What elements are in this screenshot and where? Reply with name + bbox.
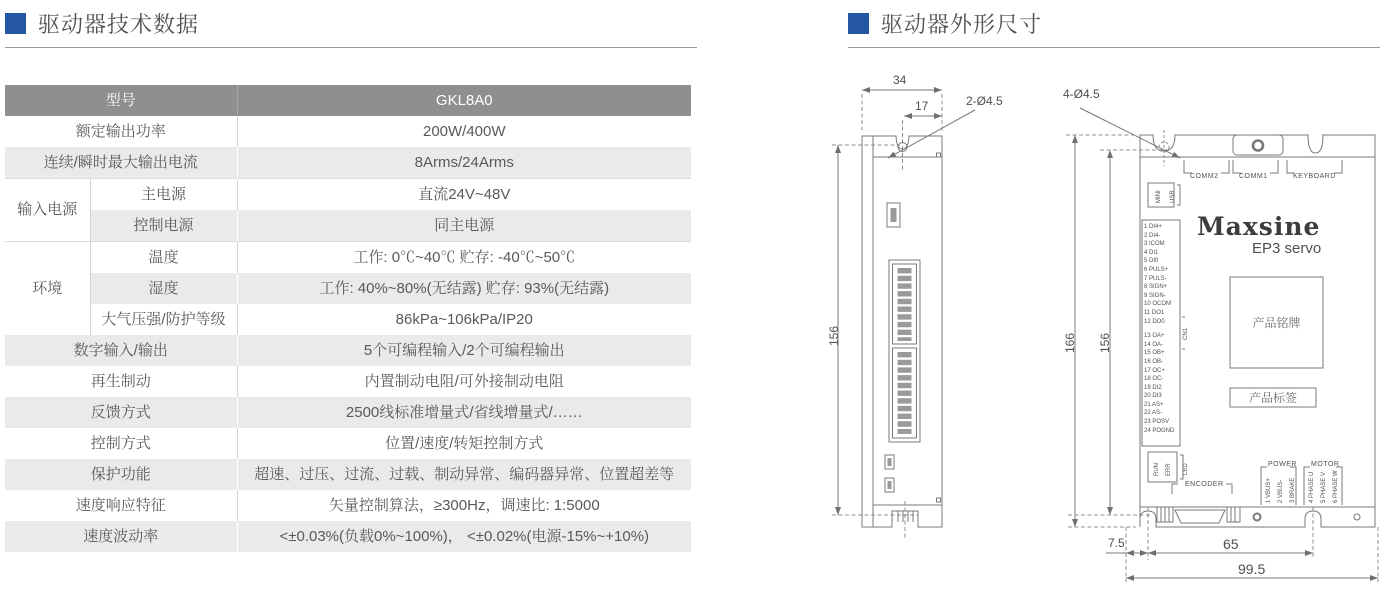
group-label: 输入电源 <box>5 179 90 242</box>
row-label: 大气压强/防护等级 <box>90 304 237 335</box>
row-label: 再生制动 <box>5 366 237 397</box>
row-value: 86kPa~106kPa/IP20 <box>395 310 533 328</box>
dim-front-height-mount: 156 <box>1098 332 1112 353</box>
row-value: 矢量控制算法，≥300Hz，调速比: 1:5000 <box>328 496 600 514</box>
cn1-pin: 20 DI3 <box>1144 393 1162 400</box>
row-value: 直流24V~48V <box>237 179 691 211</box>
power-pin-label: 2 VBUS- <box>1278 479 1284 503</box>
cn1-pin: 3 ICOM <box>1144 241 1165 248</box>
dim-side-notch: 17 <box>915 99 929 113</box>
row-value: 工作: 0℃~40℃ 贮存: -40℃~50℃ <box>237 242 691 274</box>
right-title-text: 驱动器外形尺寸 <box>881 12 1043 37</box>
mini-label: MINI <box>1156 190 1162 203</box>
table-row <box>5 366 691 397</box>
keyboard-label: KEYBOARD <box>1293 173 1336 180</box>
cn1-pin: 6 PULS+ <box>1144 266 1169 273</box>
product-label-box: 产品标签 <box>1248 391 1297 405</box>
row-value: 8Arms/24Arms <box>237 147 691 179</box>
cn1-pin: 17 OC+ <box>1144 367 1165 374</box>
dim-side-height: 156 <box>827 325 841 346</box>
row-value: 工作: 40%~80%(无结露) 贮存: 93%(无结露) <box>237 273 691 304</box>
cn1-pin: 23 POSV <box>1144 419 1170 426</box>
dim-front-edge-offset: 7.5 <box>1108 536 1125 550</box>
brand-logo: Maxsine <box>1197 212 1321 241</box>
nameplate-box: 产品铭牌 <box>1252 316 1301 330</box>
cn1-pin: 10 OCOM <box>1144 301 1172 308</box>
dim-front-width-overall: 99.5 <box>1235 561 1268 577</box>
row-label: 速度波动率 <box>5 521 237 552</box>
right-section-title <box>848 8 1380 48</box>
comm1-label: COMM1 <box>1239 173 1268 180</box>
spec-table <box>5 85 691 552</box>
row-label: 湿度 <box>90 273 237 304</box>
motor-label: MOTOR <box>1311 461 1340 468</box>
cn1-pin: 15 OB+ <box>1144 350 1165 357</box>
dim-side-width: 34 <box>893 73 907 87</box>
power-label: POWER <box>1268 461 1297 468</box>
header-value: GKL8A0 <box>237 85 691 116</box>
row-value: 同主电源 <box>237 210 691 242</box>
cn1-pin-list <box>1144 223 1178 445</box>
cn1-pin: 8 SIGN+ <box>1144 284 1168 291</box>
cn1-pin: 18 OC- <box>1144 376 1164 383</box>
cn1-pin: 12 DO0 <box>1144 318 1165 325</box>
table-row <box>5 397 691 428</box>
left-section-title <box>5 8 697 48</box>
row-label: 温度 <box>90 242 237 274</box>
cn1-pin: 16 OB- <box>1144 358 1164 365</box>
table-row <box>5 428 691 459</box>
cn1-pin: 11 DO1 <box>1144 309 1165 316</box>
row-label: 速度响应特征 <box>5 490 237 521</box>
motor-pin-label: 6 PHASE W <box>1333 470 1339 503</box>
table-row <box>5 116 691 147</box>
motor-pin-label: 5 PHASE V <box>1321 471 1327 503</box>
row-value: 超速、过压、过流、过载、制动异常、编码器异常、位置超差等 <box>237 459 691 490</box>
left-title-text: 驱动器技术数据 <box>38 12 200 37</box>
row-value: 5个可编程输入/2个可编程输出 <box>237 335 691 366</box>
dim-front-holes: 4-Ø4.5 <box>1063 87 1100 101</box>
model-text: EP3 servo <box>1252 240 1322 257</box>
cn1-pin: 2 DI4- <box>1144 232 1161 239</box>
row-value: 位置/速度/转矩控制方式 <box>385 434 544 452</box>
table-row <box>5 85 691 116</box>
table-row <box>5 273 691 304</box>
header-label: 型号 <box>5 85 237 116</box>
table-row <box>5 459 691 490</box>
table-row <box>5 304 691 335</box>
power-pin-label: 1 VBUS+ <box>1266 478 1272 503</box>
usb-label: USB <box>1170 190 1176 203</box>
table-row <box>5 242 691 274</box>
cn1-pin: 22 AS- <box>1144 410 1163 417</box>
run-label: RUN <box>1154 463 1160 476</box>
led-label: LED <box>1183 463 1189 475</box>
cn1-pin: 13 OA+ <box>1144 333 1165 340</box>
row-label: 主电源 <box>90 179 237 211</box>
cn1-pin: 7 PULS- <box>1144 275 1167 282</box>
table-row <box>5 179 691 211</box>
group-label: 环境 <box>5 242 90 336</box>
row-label: 额定输出功率 <box>5 116 237 147</box>
table-row <box>5 490 691 521</box>
encoder-label: ENCODER <box>1185 481 1224 488</box>
row-label: 保护功能 <box>5 459 237 490</box>
table-row <box>5 147 691 179</box>
cn1-pin: 4 DI1 <box>1144 249 1159 256</box>
row-value: 内置制动电阻/可外接制动电阻 <box>364 372 564 390</box>
table-row <box>5 521 691 552</box>
power-pin-label: 3 BRAKE <box>1290 477 1296 503</box>
blue-square-icon <box>5 13 26 34</box>
cn1-pin: 19 DI2 <box>1144 384 1162 391</box>
dim-front-height-overall: 166 <box>1063 332 1077 353</box>
cn1-pin: 21 AS+ <box>1144 401 1164 408</box>
err-label: ERR <box>1166 463 1172 476</box>
row-label: 控制电源 <box>90 210 237 242</box>
dimension-drawing <box>827 70 1387 590</box>
cn1-pin: 5 DI0 <box>1144 258 1159 265</box>
row-value: 200W/400W <box>422 122 506 140</box>
cn1-label: CN1 <box>1183 327 1189 340</box>
row-label: 数字输入/输出 <box>5 335 237 366</box>
row-label: 连续/瞬时最大输出电流 <box>5 147 237 179</box>
table-row <box>5 210 691 242</box>
cn1-pin: 14 OA- <box>1144 341 1164 348</box>
row-label: 控制方式 <box>5 428 237 459</box>
blue-square-icon <box>848 13 869 34</box>
cn1-pin: 24 POGND <box>1144 427 1175 434</box>
row-value: <±0.03%(负载0%~100%)， <±0.02%(电源-15%~+10%) <box>237 521 691 552</box>
table-row <box>5 335 691 366</box>
dim-front-hole-spacing: 65 <box>1220 536 1242 552</box>
row-value: 2500线标准增量式/省线增量式/…… <box>237 397 691 428</box>
dim-side-holes: 2-Ø4.5 <box>966 94 1003 108</box>
row-label: 反馈方式 <box>5 397 237 428</box>
motor-pin-label: 4 PHASE U <box>1309 471 1315 503</box>
comm2-label: COMM2 <box>1190 173 1219 180</box>
cn1-pin: 9 SIGN- <box>1144 292 1166 299</box>
cn1-pin: 1 DI4+ <box>1144 224 1162 230</box>
